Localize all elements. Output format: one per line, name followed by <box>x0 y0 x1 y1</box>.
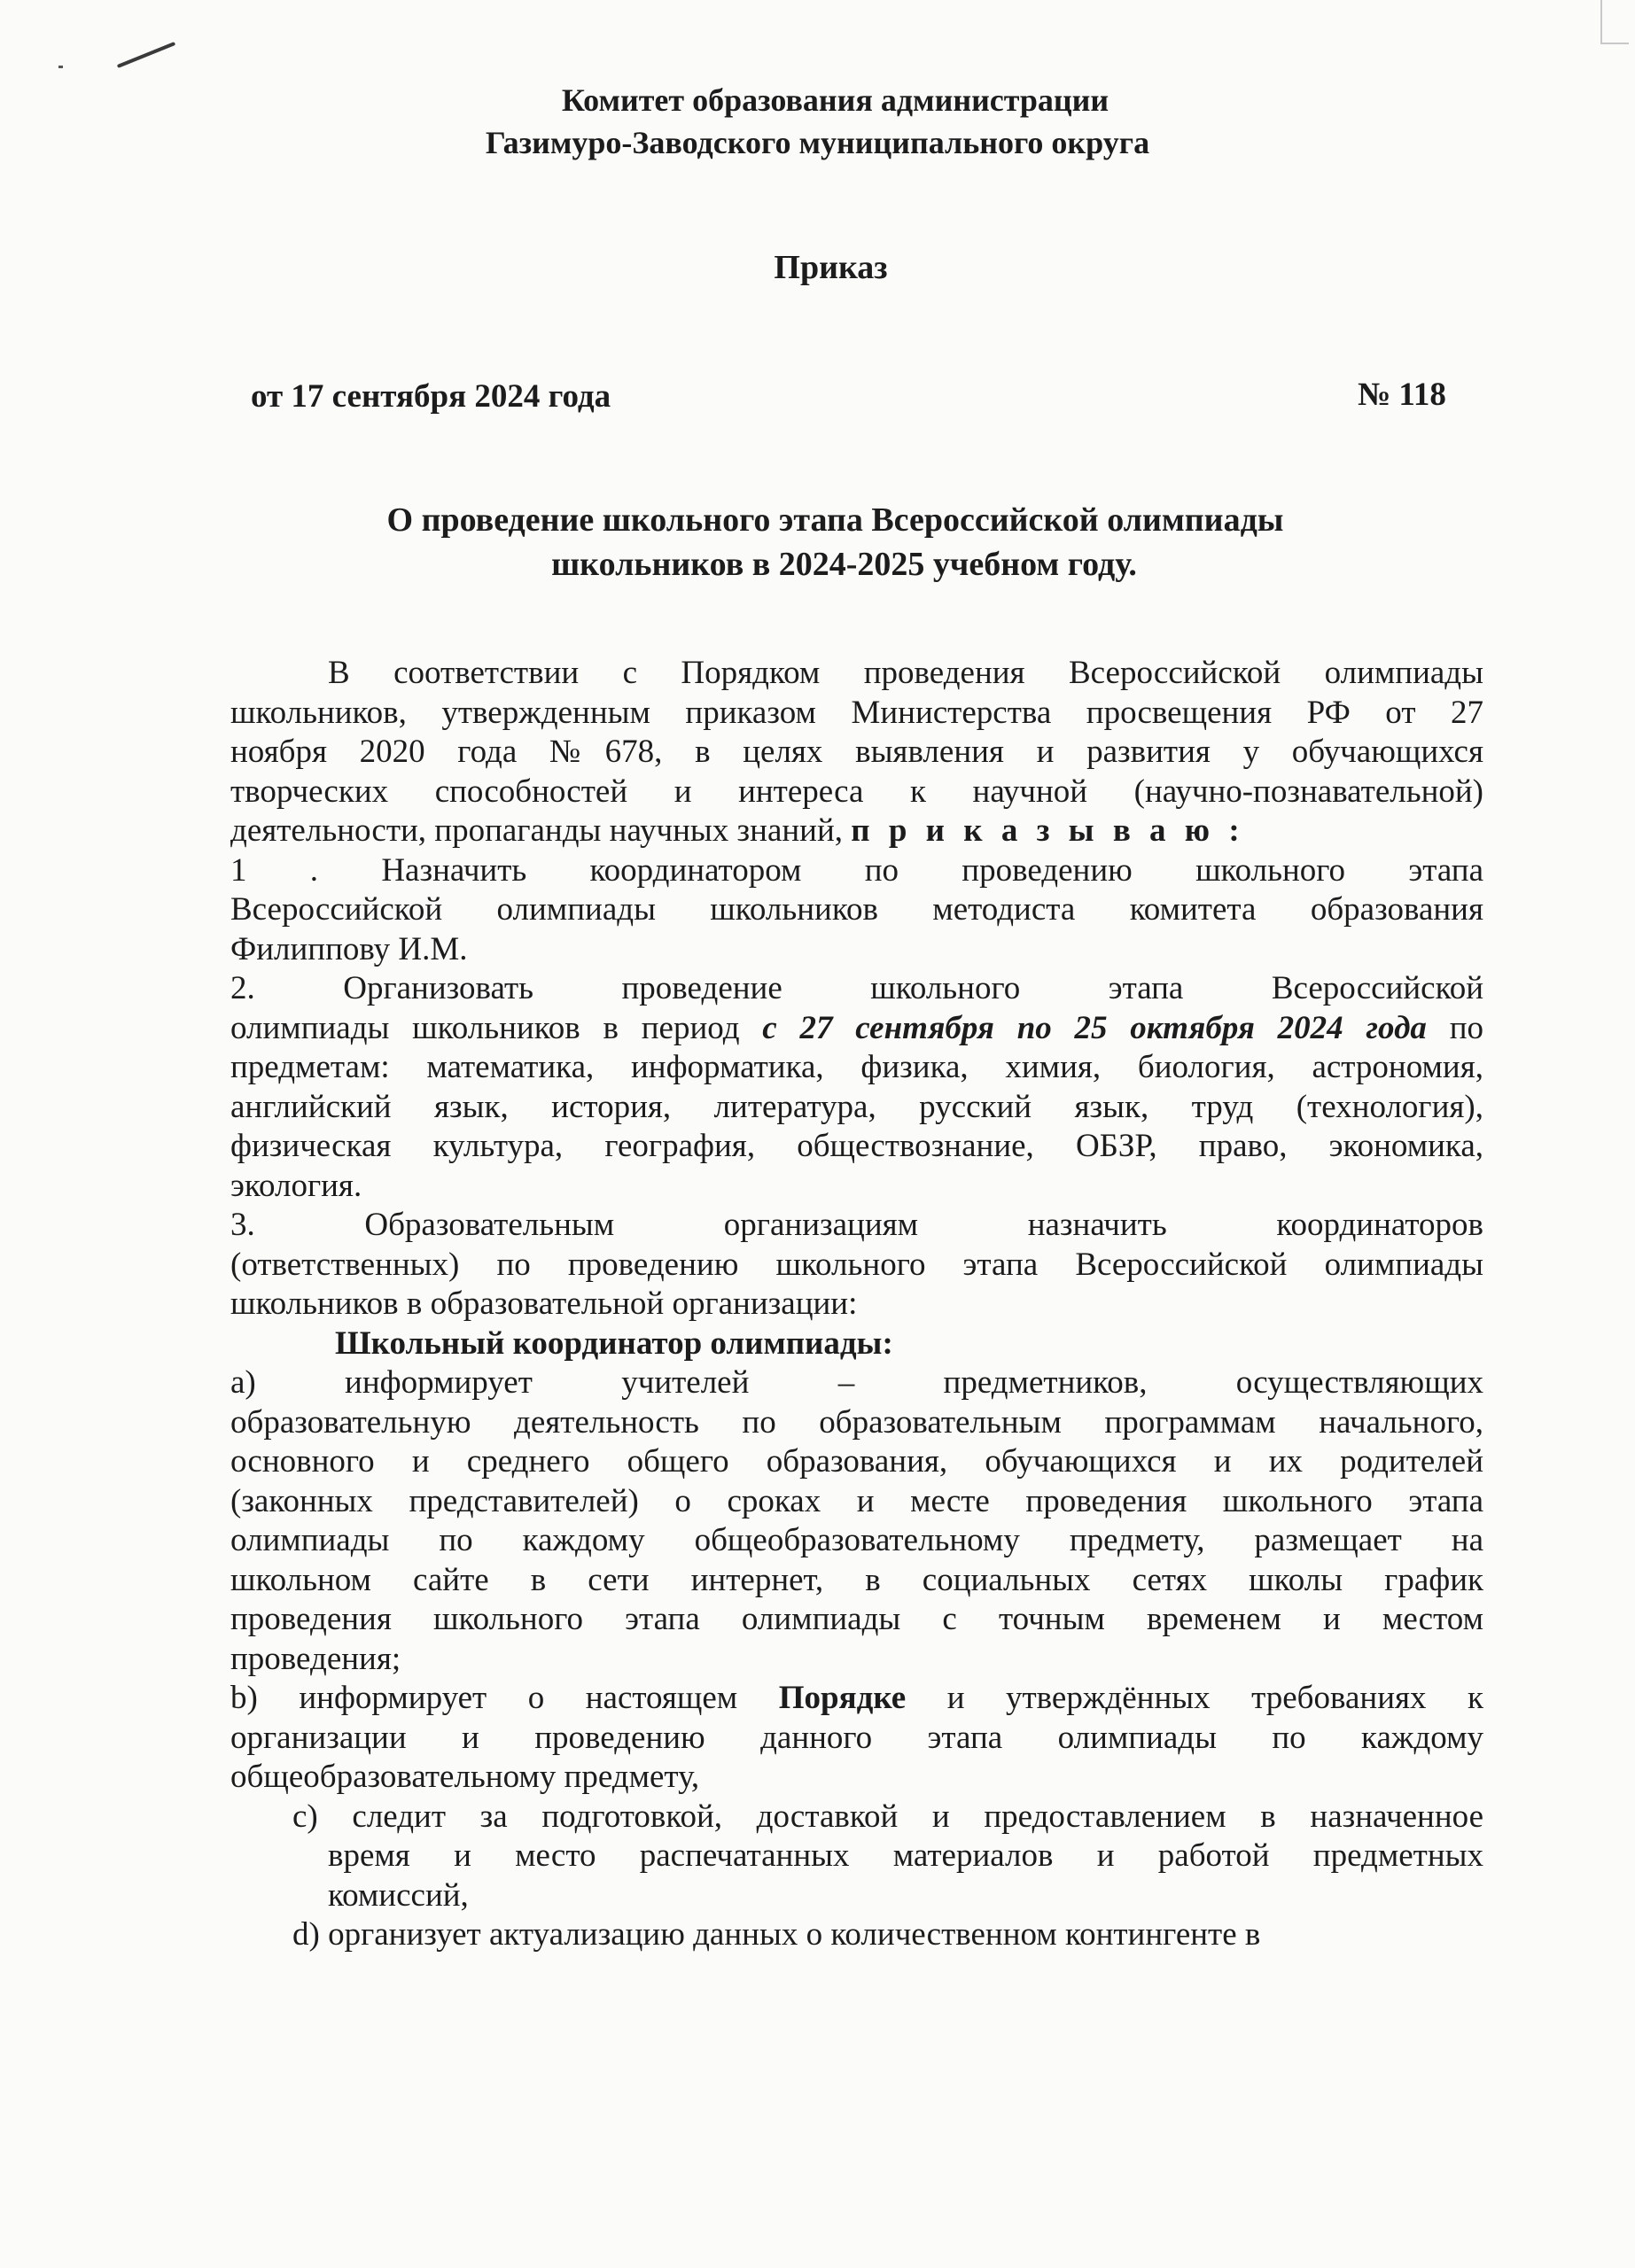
intro-last-line <box>230 812 1483 851</box>
item-c-last: комиссий, <box>328 1876 469 1914</box>
order-body <box>230 654 1483 1955</box>
item-b-pre: b) информирует о настоящем <box>230 1680 738 1716</box>
item-d-line: d) организует актуализацию данных о количественном контингенте в <box>292 1916 1261 1953</box>
decree-word: п р и к а з ы в а ю : <box>851 812 1245 849</box>
item-c-line: время и место распечатанных материалов и работой предметных <box>328 1837 1483 1874</box>
item-2-line: 2. Организовать проведение школьного этапа Всероссийской <box>230 970 1483 1006</box>
item-b-post: и утверждённых требованиях к <box>946 1680 1484 1716</box>
item-a-line: школьном сайте в сети интернет, в социальных сетях школы график <box>230 1561 1483 1598</box>
order-date: от 17 сентября 2024 года <box>251 378 611 415</box>
pen-stroke-mark <box>117 42 175 68</box>
item-1-line: 1 . Назначить координатором по проведению школьного этапа <box>230 851 1483 889</box>
intro-line: творческих способностей и интереса к научной (научно-познавательной) <box>230 773 1483 810</box>
item-2-last: экология. <box>230 1167 362 1204</box>
item-a-line: образовательную деятельность по образовательным программам начального, <box>230 1403 1483 1441</box>
order-number: № 118 <box>1358 377 1446 413</box>
ink-dot-mark <box>58 66 63 68</box>
header-line-1: Комитет образования администрации <box>561 82 1109 118</box>
item-1-last: Филиппову И.М. <box>230 930 468 967</box>
item-2-period: с 27 сентября по 25 октября 2024 года <box>762 1009 1427 1046</box>
intro-last-text: деятельности, пропаганды научных знаний, <box>230 812 844 849</box>
coordinator-heading: Школьный координатор олимпиады: <box>335 1324 893 1362</box>
item-b-last: общеобразовательному предмету, <box>230 1759 700 1795</box>
item-2-post: по <box>1449 1009 1484 1046</box>
item-a-line: проведения школьного этапа олимпиады с точным временем и местом <box>230 1601 1483 1637</box>
subject-line-1: О проведение школьного этапа Всероссийской олимпиады <box>386 501 1284 539</box>
item-a-last: проведения; <box>230 1640 401 1677</box>
item-c-line: c) следит за подготовкой, доставкой и предоставлением в назначенное <box>292 1798 1483 1835</box>
intro-line: школьников, утвержденным приказом Министерства просвещения РФ от 27 <box>230 694 1483 731</box>
item-c-block <box>230 1798 1483 1955</box>
intro-line: ноября 2020 года №678, в целях выявления и развития у обучающихся <box>230 734 1483 770</box>
item-b-line: организации и проведению данного этапа олимпиады по каждому <box>230 1719 1483 1756</box>
item-2-line: предметам: математика, информатика, физика, химия, биология, астрономия, <box>230 1049 1483 1085</box>
order-title: Приказ <box>774 249 888 286</box>
item-3-line: (ответственных) по проведению школьного этапа Всероссийской олимпиады <box>230 1246 1483 1283</box>
item-a-line: основного и среднего общего образования, обучающихся и их родителей <box>230 1443 1483 1480</box>
item-2-line: физическая культура, география, обществознание, ОБЗР, право, экономика, <box>230 1128 1483 1164</box>
item-b-line <box>230 1679 1483 1719</box>
item-a-line: (законных представителей) о сроках и месте проведения школьного этапа <box>230 1482 1483 1519</box>
item-b-bold: Порядке <box>778 1680 907 1716</box>
scan-corner-mark <box>1600 0 1629 44</box>
item-2-period-line <box>230 1009 1483 1049</box>
subject-line-2: школьников в 2024-2025 учебном году. <box>551 546 1137 583</box>
intro-line: В соответствии с Порядком проведения Всероссийской олимпиады <box>328 655 1483 691</box>
item-2-line: английский язык, история, литература, русский язык, труд (технология), <box>230 1088 1483 1125</box>
item-2-pre: олимпиады школьников в период <box>230 1009 740 1046</box>
header-line-2: Газимуро-Заводского муниципального округа <box>485 125 1150 160</box>
item-a-line: олимпиады по каждому общеобразовательному предмету, размещает на <box>230 1522 1483 1558</box>
item-a-line: а) информирует учителей – предметников, осуществляющих <box>230 1364 1483 1401</box>
item-3-last: школьников в образовательной организации: <box>230 1285 858 1322</box>
item-3-line: 3. Образовательным организациям назначить координаторов <box>230 1207 1483 1243</box>
item-1-line: Всероссийской олимпиады школьников методиста комитета образования <box>230 891 1483 928</box>
